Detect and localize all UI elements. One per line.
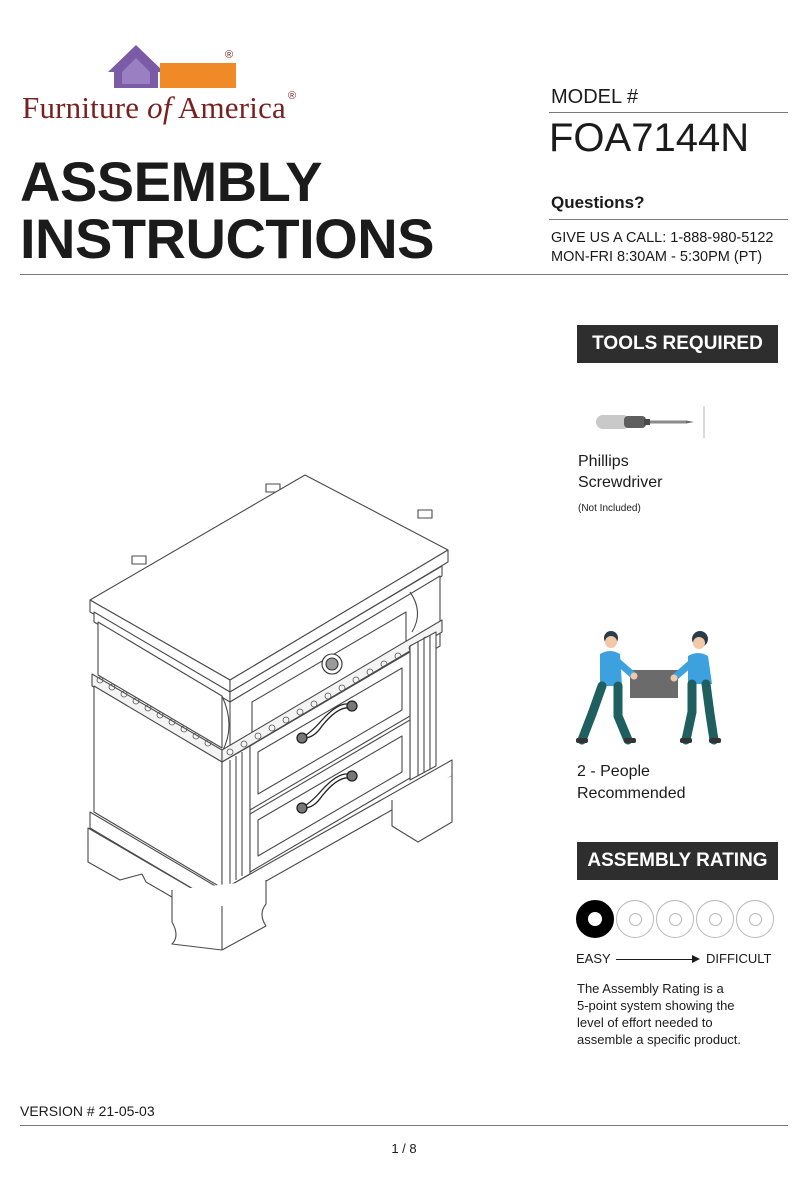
nightstand-illustration [80, 470, 460, 960]
rating-circle-3 [656, 900, 694, 938]
difficulty-scale [576, 951, 778, 967]
rating-circle-4 [696, 900, 734, 938]
rating-description [577, 980, 741, 1048]
difficult-label: DIFFICULT [706, 951, 772, 966]
scale-arrow-line [616, 959, 696, 960]
title-line-2: INSTRUCTIONS [20, 207, 434, 270]
tool-note: (Not Included) [578, 503, 641, 514]
people-line-2: Recommended [577, 785, 686, 802]
tools-required-heading: TOOLS REQUIRED [577, 325, 778, 363]
questions-divider [549, 219, 788, 220]
tool-name-line-1: Phillips [578, 453, 629, 470]
questions-heading: Questions? [551, 193, 645, 212]
model-number: FOA7144N [549, 116, 750, 160]
rating-desc-line-4: assemble a specific product. [577, 1032, 742, 1047]
version-label: VERSION # 21-05-03 [20, 1103, 155, 1119]
registered-mark-top: ® [225, 49, 234, 61]
rating-desc-line-2: 5-point system showing the [577, 998, 735, 1013]
two-people-carrying-icon [574, 628, 734, 750]
rating-circles [576, 900, 776, 940]
phone-line: GIVE US A CALL: 1-888-980-5122 [551, 230, 774, 246]
hours-line: MON-FRI 8:30AM - 5:30PM (PT) [551, 249, 763, 265]
screwdriver-icon [594, 404, 708, 440]
people-line-1: 2 - People [577, 763, 650, 780]
brand-logo [22, 42, 307, 132]
footer-divider [20, 1125, 788, 1126]
assembly-rating-heading: ASSEMBLY RATING [577, 842, 778, 880]
rating-circle-2 [616, 900, 654, 938]
page-number: 1 / 8 [391, 1141, 417, 1156]
rating-desc-line-3: level of effort needed to [577, 1015, 713, 1030]
registered-mark: ® [288, 90, 297, 102]
arrow-right-icon [692, 955, 700, 963]
rating-circle-1-filled [576, 900, 614, 938]
easy-label: EASY [576, 951, 611, 966]
brand-name: Furniture of America [22, 90, 286, 125]
house-logo-icon [108, 42, 268, 90]
tool-name-line-2: Screwdriver [578, 474, 663, 491]
model-divider [549, 112, 788, 113]
header-divider [20, 274, 788, 275]
rating-circle-5 [736, 900, 774, 938]
model-label: MODEL # [551, 86, 639, 108]
rating-desc-line-1: The Assembly Rating is a [577, 981, 724, 996]
title-line-1: ASSEMBLY [20, 150, 323, 213]
